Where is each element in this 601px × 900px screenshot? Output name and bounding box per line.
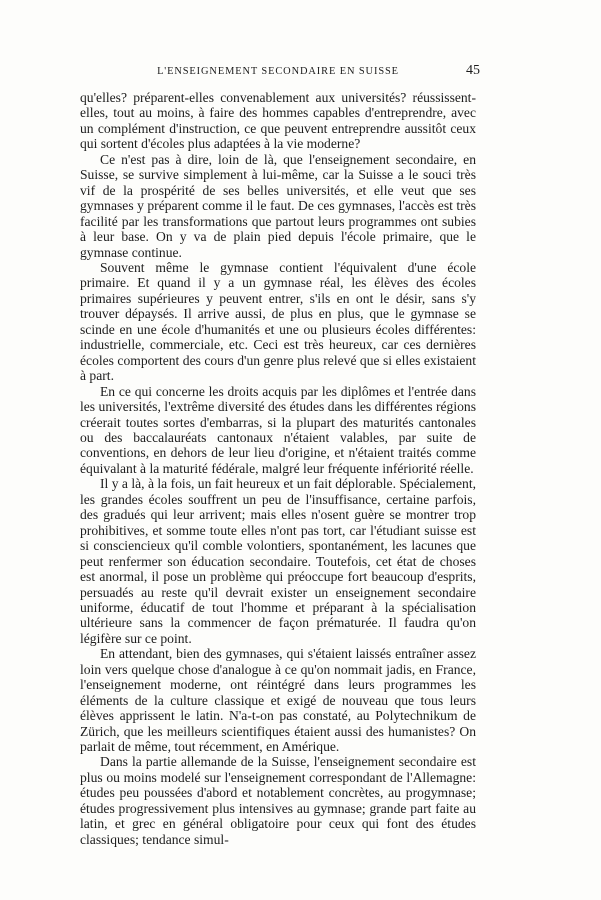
paragraph-6: En attendant, bien des gymnases, qui s'étaient laissés entraîner assez loin vers quelque chose d'analogue à ce qu'on nommait jadis, en France, l'enseignement moderne, ont réintégré dans leurs programmes les éléments de la culture classique et exigé de nouveau que tous leurs élèves apprissent le latin. N'a-t-on pas constaté, au Polytechnikum de Zürich, que les meilleurs scientifiques étaient aussi des humanistes? On parlait de même, tout récemment, en Amérique. — [80, 646, 476, 755]
paragraph-4: En ce qui concerne les droits acquis par les diplômes et l'entrée dans les universités, l'extrême diversité des études dans les différentes régions créerait toutes sortes d'embarras, si la plupart des maturités cantonales ou des baccalauréats cantonaux n'étaient valables, par suite de conventions, en dehors de leur lieu d'origine, et n'étaient traités comme équivalant à la maturité fédérale, malgré leur fréquente infériorité réelle. — [80, 383, 476, 476]
paragraph-1: qu'elles? préparent-elles convenablement aux universités? réussissent-elles, tout au moins, à faire des hommes capables d'entreprendre, avec un complément d'instruction, ce que peuvent entreprendre aussitôt ceux qui sortent d'écoles plus adaptées à la vie moderne? — [80, 90, 476, 152]
paragraph-7: Dans la partie allemande de la Suisse, l'enseignement secondaire est plus ou moins modelé sur l'enseignement correspondant de l'Allemagne: études peu poussées d'abord et notablement concrètes, au progymnase; études progressivement plus intensives au gymnase; grande part faite au latin, et grec en général obligatoire pour ceux qui font des études classiques; tendance simul- — [80, 754, 476, 847]
page-number: 45 — [466, 63, 480, 78]
paragraph-5: Il y a là, à la fois, un fait heureux et un fait déplorable. Spécialement, les grandes écoles souffrent un peu de l'insuffisance, certaine parfois, des gradués qui leur arrivent; mais elles n'osent guère se montrer trop prohibitives, et somme toute elles n'ont pas tort, car l'étudiant suisse est si consciencieux qu'il comble volontiers, spontanément, les lacunes que peut renfermer son éducation secondaire. Toutefois, cet état de choses est anormal, il pose un problème qui préoccupe fort beaucoup d'esprits, persuadés au reste qu'il devrait exister un enseignement secondaire uniforme, éducatif de tout l'homme et préparant à la spécialisation ultérieure sans la commencer de façon prématurée. Il faudra qu'on légifère sur ce point. — [80, 476, 476, 646]
running-title: L'ENSEIGNEMENT SECONDAIRE EN SUISSE — [157, 66, 399, 77]
paragraph-2: Ce n'est pas à dire, loin de là, que l'enseignement secondaire, en Suisse, se survive simplement à lui-même, car la Suisse a le souci très vif de la prospérité de ses belles universités, et elle veut que ses gymnases y préparent comme il le faut. De ces gymnases, l'accès est très facilité par les transformations que partout leurs programmes ont subies à leur base. On y va de plain pied depuis l'école primaire, que le gymnase continue. — [80, 151, 476, 260]
running-head — [80, 63, 480, 84]
body-text — [80, 90, 476, 847]
paragraph-3: Souvent même le gymnase contient l'équivalent d'une école primaire. Et quand il y a un gymnase réal, les élèves des écoles primaires supérieures y peuvent entrer, s'ils en ont le désir, sans s'y trouver dépaysés. Il arrive aussi, de plus en plus, que le gymnase se scinde en une école d'humanités et une ou plusieurs écoles différentes: industrielle, commerciale, etc. Ceci est très heureux, car ces dernières écoles comportent des cours d'un genre plus relevé que si elles existaient à part. — [80, 259, 476, 384]
